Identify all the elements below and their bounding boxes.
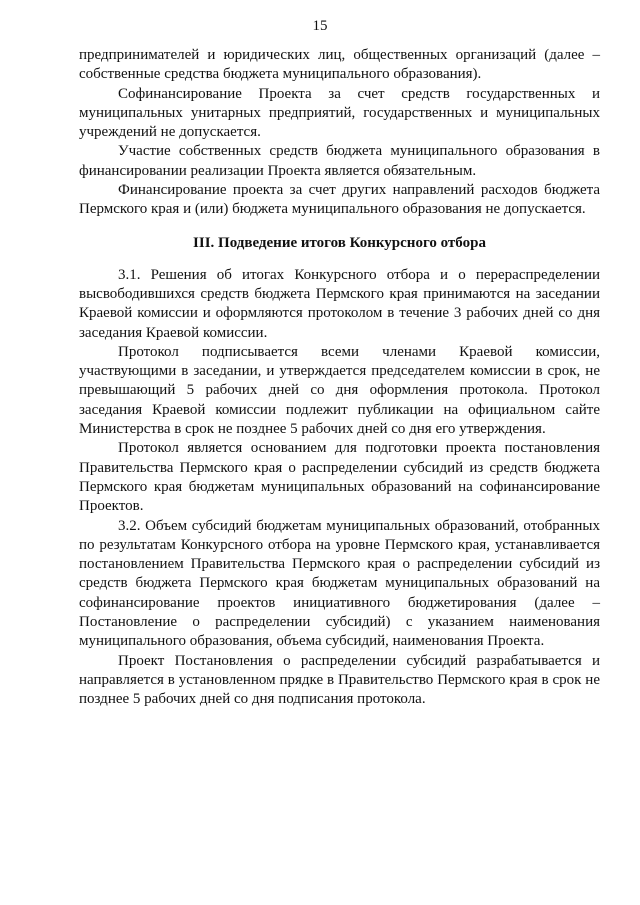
paragraph: Проект Постановления о распределении субсидий разрабатывается и направляется в установленном прядке в Правительство Пермского края в срок не позднее 5 рабочих дней со дня подписания протокола. bbox=[79, 652, 600, 708]
section-heading: III. Подведение итогов Конкурсного отбора bbox=[193, 234, 486, 251]
document-body bbox=[79, 46, 600, 710]
paragraph: Протокол подписывается всеми членами Краевой комиссии, участвующими в заседании, и утверждается председателем комиссии в срок, не превышающий 5 рабочих дней со дня оформления протокола. Протокол заседания Краевой комиссии подлежит публикации на официальном сайте Министерства в срок не позднее 5 рабочих дней со дня его утверждения. bbox=[79, 343, 600, 438]
paragraph: 3.2. Объем субсидий бюджетам муниципальных образований, отобранных по результатам Конкурсного отбора на уровне Пермского края, устанавливается постановлением Правительства Пермского края о распределении субсидий из средств бюджета Пермского края бюджетам муниципальных образований на софинансирование проектов инициативного бюджетирования (далее – Постановление о распределении субсидий) с указанием наименования муниципального образования, объема субсидий, наименования Проекта. bbox=[79, 517, 600, 650]
paragraph: 3.1. Решения об итогах Конкурсного отбора и о перераспределении высвободившихся средств бюджета Пермского края принимаются на заседании Краевой комиссии и оформляются протоколом в течение 3 рабочих дней со дня заседания Краевой комиссии. bbox=[79, 266, 600, 341]
paragraph: предпринимателей и юридических лиц, общественных организаций (далее – собственные средства бюджета муниципального образования). bbox=[79, 47, 600, 83]
paragraph: Софинансирование Проекта за счет средств государственных и муниципальных унитарных предприятий, государственных и муниципальных учреждений не допускается. bbox=[79, 85, 600, 141]
paragraph: Протокол является основанием для подготовки проекта постановления Правительства Пермского края о распределении субсидий из средств бюджета Пермского края бюджетам муниципальных образований на софинансирование Проектов. bbox=[79, 440, 600, 515]
page-number: 15 bbox=[312, 18, 328, 34]
paragraph: Участие собственных средств бюджета муниципального образования в финансировании реализации Проекта является обязательным. bbox=[79, 143, 600, 179]
paragraph: Финансирование проекта за счет других направлений расходов бюджета Пермского края и (или) бюджета муниципального образования не допускается. bbox=[79, 182, 600, 218]
